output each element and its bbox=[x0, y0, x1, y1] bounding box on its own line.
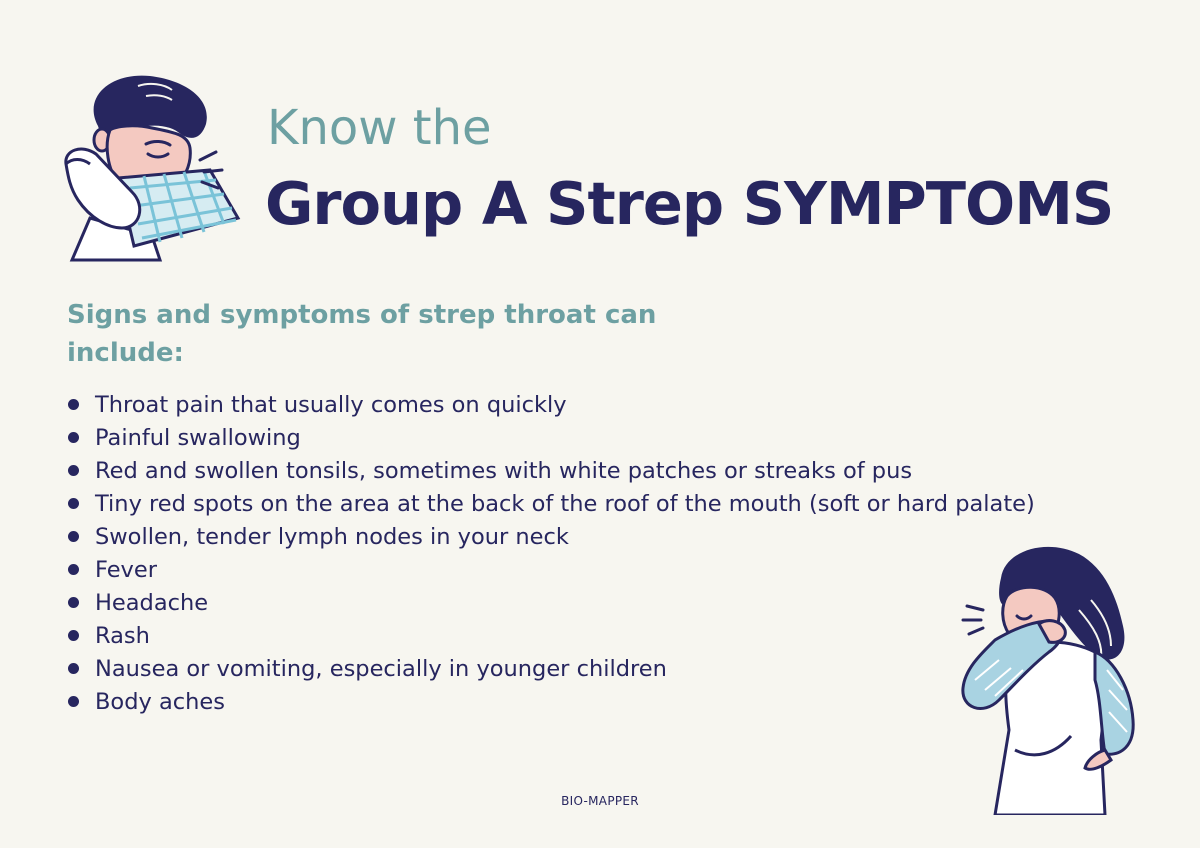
man-sneezing-illustration bbox=[60, 68, 245, 263]
bullet-icon bbox=[68, 432, 79, 443]
symptom-text: Rash bbox=[95, 622, 150, 649]
symptom-text: Tiny red spots on the area at the back of the roof of the mouth (soft or hard palate) bbox=[95, 490, 1035, 517]
list-item bbox=[68, 586, 1108, 619]
bullet-icon bbox=[68, 630, 79, 641]
bullet-icon bbox=[68, 498, 79, 509]
bullet-icon bbox=[68, 663, 79, 674]
list-item bbox=[68, 553, 1108, 586]
symptom-text: Red and swollen tonsils, sometimes with white patches or streaks of pus bbox=[95, 457, 913, 484]
bullet-icon bbox=[68, 465, 79, 476]
symptom-text: Nausea or vomiting, especially in younger children bbox=[95, 655, 667, 682]
symptom-text: Throat pain that usually comes on quickly bbox=[95, 391, 567, 418]
list-item bbox=[68, 454, 1108, 487]
symptom-text: Swollen, tender lymph nodes in your neck bbox=[95, 523, 569, 550]
footer-brand: BIO-MAPPER bbox=[561, 794, 639, 808]
list-item bbox=[68, 685, 1108, 718]
bullet-icon bbox=[68, 531, 79, 542]
list-item bbox=[68, 520, 1108, 553]
symptom-text: Painful swallowing bbox=[95, 424, 301, 451]
symptom-text: Fever bbox=[95, 556, 157, 583]
bullet-icon bbox=[68, 597, 79, 608]
woman-coughing-illustration bbox=[955, 540, 1155, 815]
intro-text: Signs and symptoms of strep throat can include: bbox=[67, 300, 657, 368]
bullet-icon bbox=[68, 564, 79, 575]
list-item bbox=[68, 388, 1108, 421]
symptom-text: Body aches bbox=[95, 688, 225, 715]
bullet-icon bbox=[68, 399, 79, 410]
page-title: Group A Strep SYMPTOMS bbox=[265, 169, 1114, 238]
header-kicker: Know the bbox=[267, 100, 492, 156]
list-item bbox=[68, 619, 1108, 652]
symptom-list bbox=[68, 388, 1108, 718]
symptom-text: Headache bbox=[95, 589, 209, 616]
list-item bbox=[68, 421, 1108, 454]
list-item bbox=[68, 652, 1108, 685]
list-item bbox=[68, 487, 1108, 520]
bullet-icon bbox=[68, 696, 79, 707]
